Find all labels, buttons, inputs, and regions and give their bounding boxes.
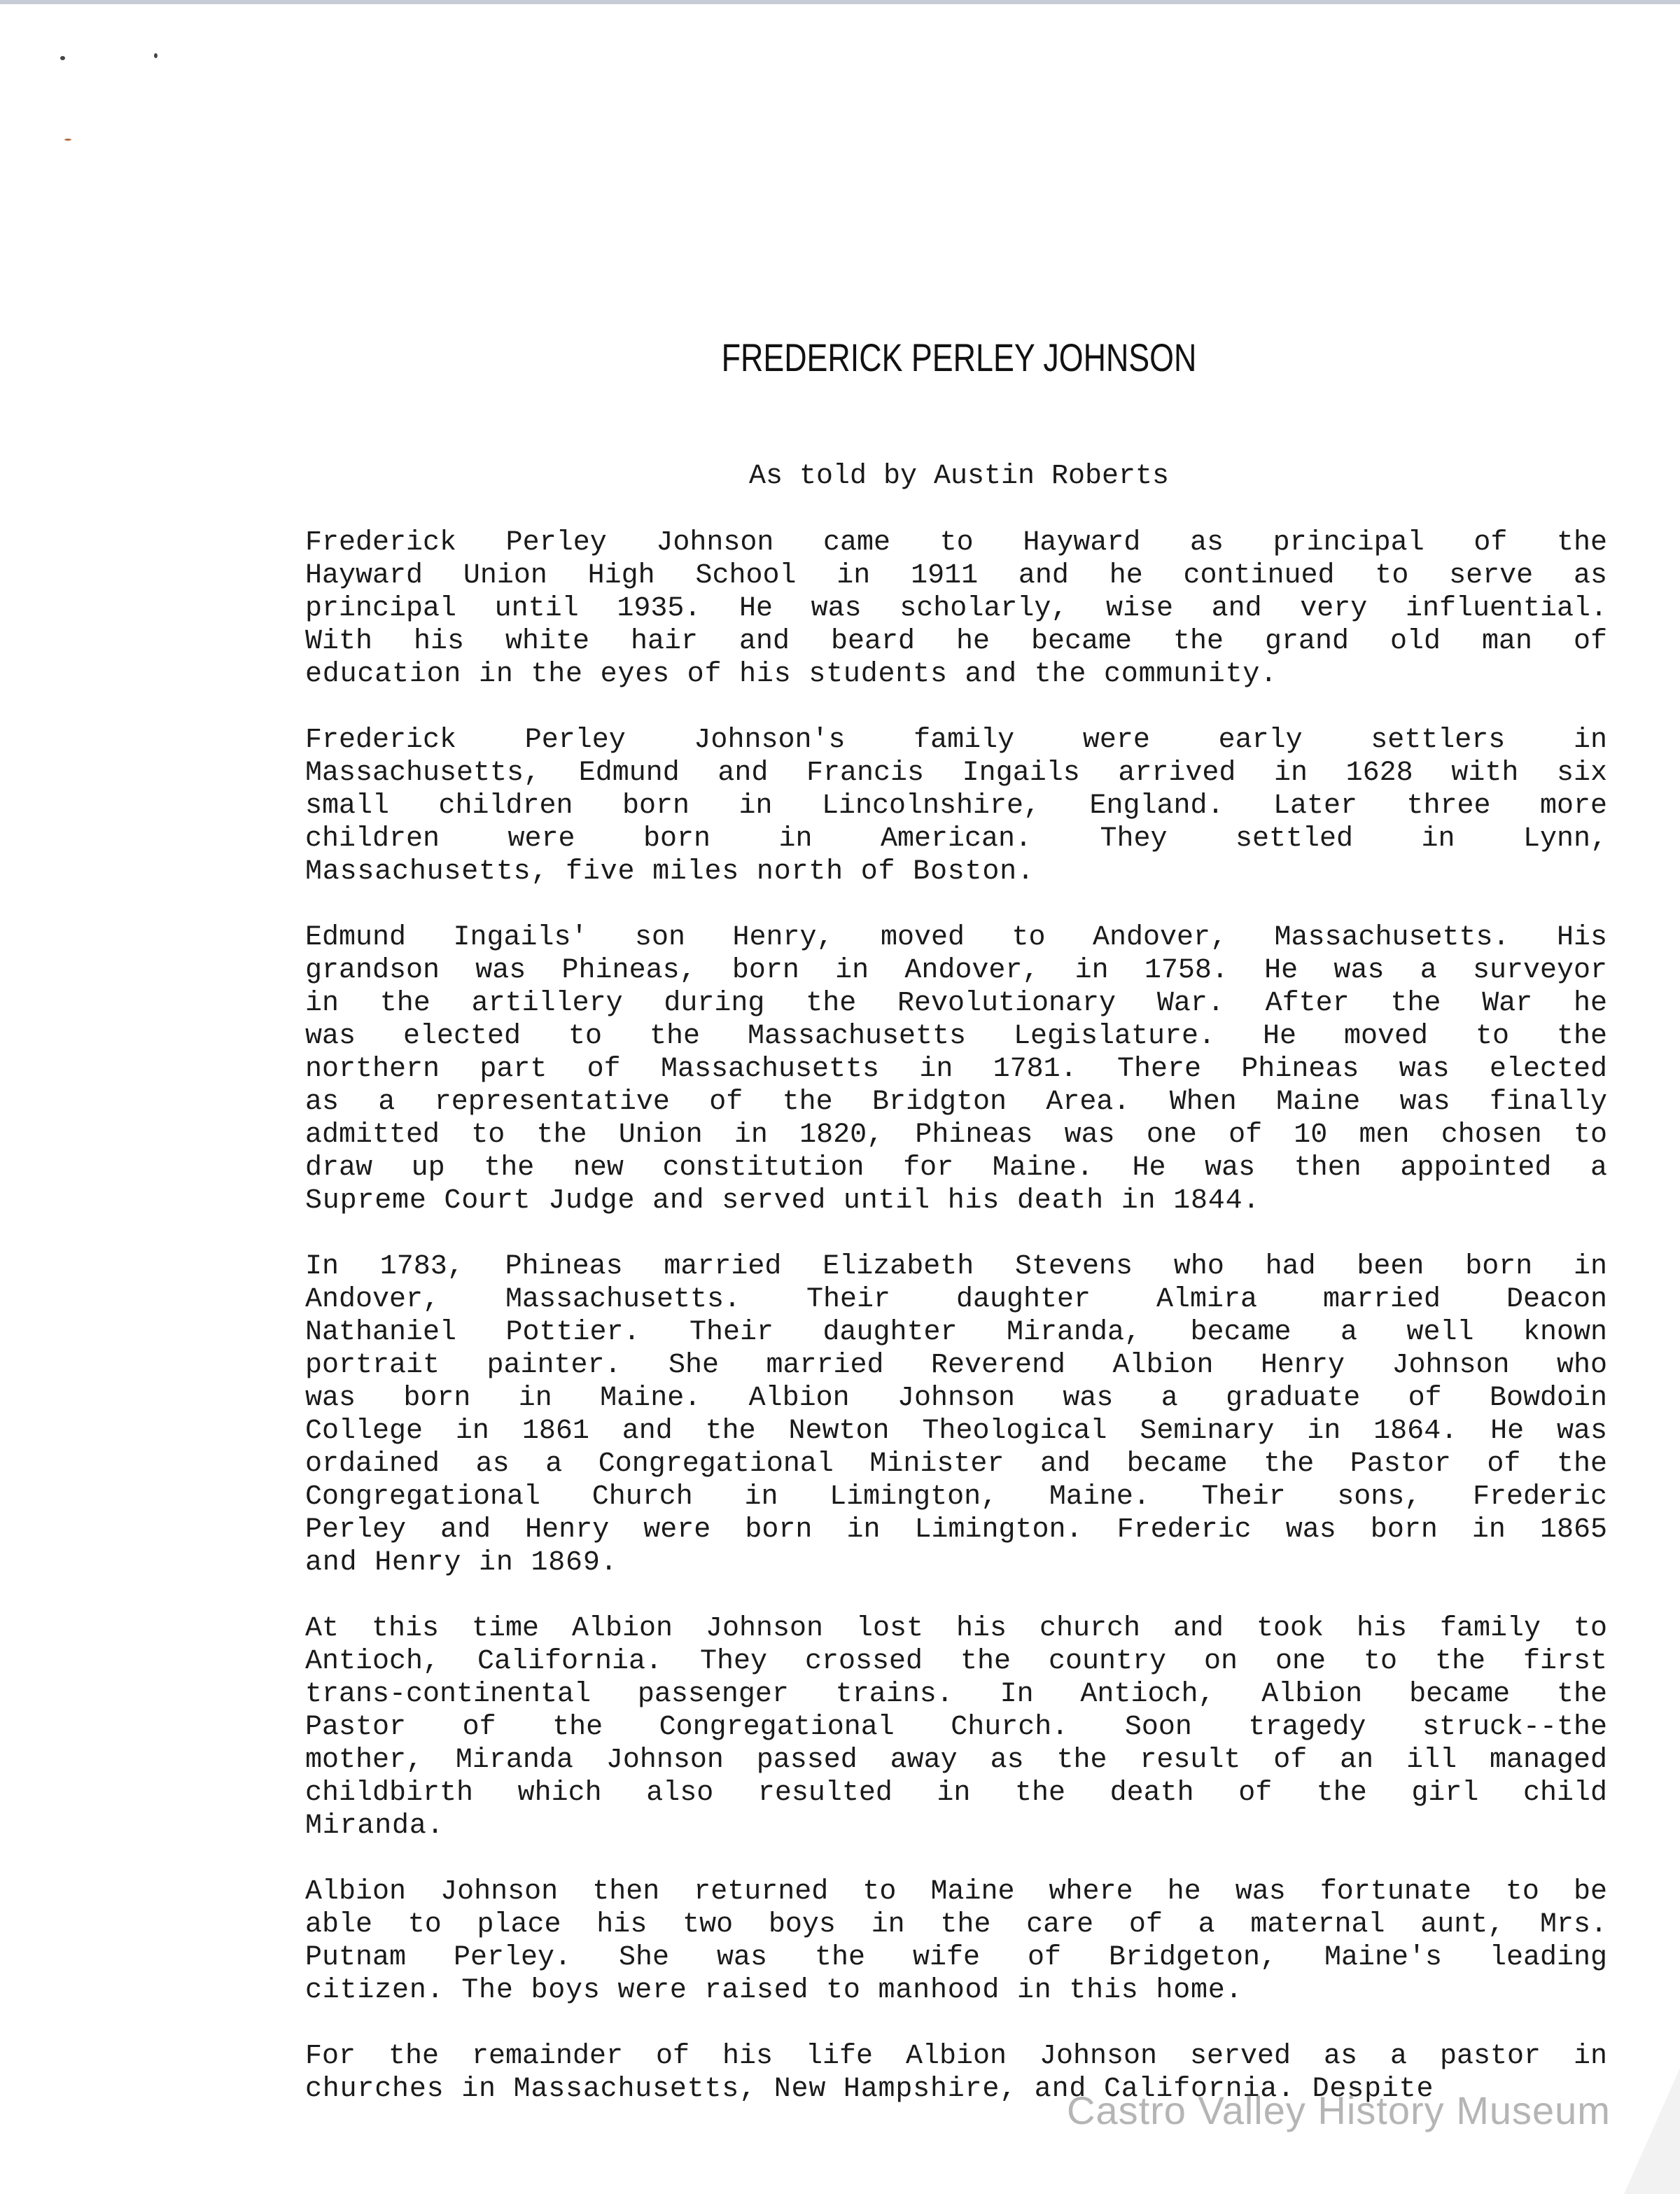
text-line: Massachusetts, Edmund and Francis Ingails arrived in 1628 with six — [305, 757, 1607, 789]
text-line: citizen. The boys were raised to manhood in this home. — [305, 1975, 1243, 2006]
text-line: was born in Maine. Albion Johnson was a graduate of Bowdoin — [305, 1383, 1607, 1414]
text-line: as a representative of the Bridgton Area. When Maine was finally — [305, 1086, 1607, 1118]
text-line: Frederick Perley Johnson came to Hayward as principal of the — [305, 527, 1607, 559]
text-line: Congregational Church in Limington, Maine. Their sons, Frederic — [305, 1481, 1607, 1513]
byline: As told by Austin Roberts — [748, 461, 1170, 492]
text-line: was elected to the Massachusetts Legislature. He moved to the — [305, 1021, 1607, 1052]
text-line: trans-continental passenger trains. In Antioch, Albion became the — [305, 1679, 1607, 1710]
text-line: small children born in Lincolnshire, England. Later three more — [305, 790, 1607, 822]
text-line: Miranda. — [305, 1810, 444, 1842]
text-line: children were born in American. They settled in Lynn, — [305, 823, 1607, 855]
text-line: admitted to the Union in 1820, Phineas was one of 10 men chosen to — [305, 1119, 1607, 1151]
paragraph — [305, 526, 1607, 691]
text-line: northern part of Massachusetts in 1781. There Phineas was elected — [305, 1054, 1607, 1085]
text-line: Massachusetts, five miles north of Boston. — [305, 856, 1035, 888]
scan-edge — [0, 0, 1680, 4]
museum-watermark: Castro Valley History Museum — [1067, 2088, 1611, 2132]
page-title: FREDERICK PERLEY JOHNSON — [721, 335, 1197, 379]
text-line: With his white hair and beard he became the grand old man of — [305, 626, 1607, 657]
text-line: Edmund Ingails' son Henry, moved to Andover, Massachusetts. His — [305, 922, 1607, 953]
scan-speck — [64, 139, 71, 141]
text-line: At this time Albion Johnson lost his church and took his family to — [305, 1613, 1607, 1644]
text-line: able to place his two boys in the care of a maternal aunt, Mrs. — [305, 1909, 1607, 1941]
text-line: Antioch, California. They crossed the country on one to the first — [305, 1646, 1607, 1677]
text-line: Pastor of the Congregational Church. Soon tragedy struck--the — [305, 1712, 1607, 1743]
paragraph — [305, 921, 1607, 1217]
text-line: Putnam Perley. She was the wife of Bridgeton, Maine's leading — [305, 1942, 1607, 1973]
text-line: and Henry in 1869. — [305, 1547, 618, 1579]
paragraph — [305, 1612, 1607, 1843]
scan-speck — [154, 53, 158, 58]
text-line: in the artillery during the Revolutionary War. After the War he — [305, 988, 1607, 1019]
paragraph — [305, 724, 1607, 888]
paragraph — [305, 1250, 1607, 1579]
text-line: Hayward Union High School in 1911 and he continued to serve as — [305, 560, 1607, 592]
text-line: education in the eyes of his students and the community. — [305, 659, 1278, 690]
text-line: Nathaniel Pottier. Their daughter Miranda, became a well known — [305, 1317, 1607, 1348]
text-line: For the remainder of his life Albion Johnson served as a pastor in — [305, 2041, 1607, 2072]
scan-speck — [60, 56, 65, 60]
page-curl-corner — [1624, 2068, 1680, 2194]
text-line: ordained as a Congregational Minister and became the Pastor of the — [305, 1448, 1607, 1480]
text-line: Perley and Henry were born in Limington. Frederic was born in 1865 — [305, 1514, 1607, 1546]
text-line: principal until 1935. He was scholarly, wise and very influential. — [305, 593, 1607, 624]
text-line: College in 1861 and the Newton Theological Seminary in 1864. He was — [305, 1416, 1607, 1447]
text-line: draw up the new constitution for Maine. He was then appointed a — [305, 1152, 1607, 1184]
text-line: Supreme Court Judge and served until his death in 1844. — [305, 1185, 1261, 1217]
text-line: In 1783, Phineas married Elizabeth Stevens who had been born in — [305, 1251, 1607, 1283]
text-line: mother, Miranda Johnson passed away as the result of an ill managed — [305, 1745, 1607, 1776]
text-line: grandson was Phineas, born in Andover, in 1758. He was a surveyor — [305, 955, 1607, 986]
paragraph — [305, 1875, 1607, 2007]
body-text — [305, 526, 1607, 2139]
text-line: Andover, Massachusetts. Their daughter Almira married Deacon — [305, 1284, 1607, 1315]
text-line: Frederick Perley Johnson's family were early settlers in — [305, 725, 1607, 756]
text-line: Albion Johnson then returned to Maine where he was fortunate to be — [305, 1876, 1607, 1908]
text-line: childbirth which also resulted in the death of the girl child — [305, 1777, 1607, 1809]
text-line: portrait painter. She married Reverend Albion Henry Johnson who — [305, 1350, 1607, 1381]
text-line: churches in Massachusetts, New Hampshire, and California. Despite — [305, 2074, 1434, 2105]
